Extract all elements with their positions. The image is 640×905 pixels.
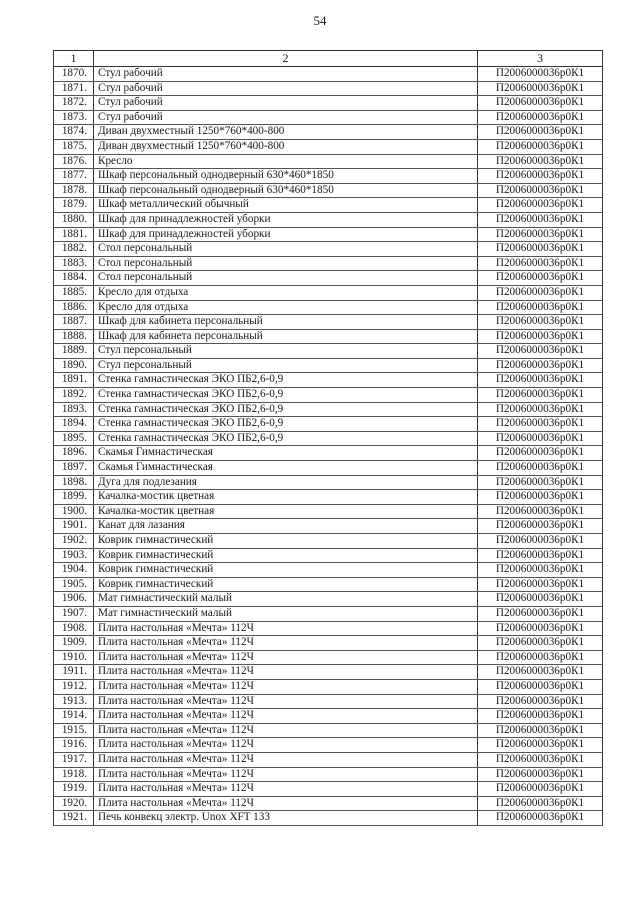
row-number: 1891. [54,373,94,388]
item-code: П2006000036р0К1 [478,519,603,534]
item-code: П2006000036р0К1 [478,665,603,680]
table-row [54,636,603,651]
row-number: 1901. [54,519,94,534]
row-number: 1903. [54,548,94,563]
table-row [54,358,603,373]
item-name: Шкаф персональный однодверный 630*460*1850 [94,169,478,184]
row-number: 1892. [54,388,94,403]
item-name: Стол персональный [94,256,478,271]
item-name: Плита настольная «Мечта» 112Ч [94,796,478,811]
item-code: П2006000036р0К1 [478,534,603,549]
item-name: Стенка гамнастическая ЭКО ПБ2,6-0,9 [94,402,478,417]
item-name: Плита настольная «Мечта» 112Ч [94,636,478,651]
item-code: П2006000036р0К1 [478,344,603,359]
row-number: 1904. [54,563,94,578]
row-number: 1915. [54,723,94,738]
item-name: Стул персональный [94,358,478,373]
table-row [54,402,603,417]
item-code: П2006000036р0К1 [478,169,603,184]
column-header-name: 2 [94,51,478,67]
row-number: 1878. [54,183,94,198]
row-number: 1885. [54,285,94,300]
item-code: П2006000036р0К1 [478,242,603,257]
table-row [54,198,603,213]
item-code: П2006000036р0К1 [478,504,603,519]
table-row [54,125,603,140]
item-code: П2006000036р0К1 [478,577,603,592]
item-name: Плита настольная «Мечта» 112Ч [94,679,478,694]
table-row [54,577,603,592]
item-code: П2006000036р0К1 [478,592,603,607]
table-row [54,796,603,811]
row-number: 1907. [54,606,94,621]
item-name: Стенка гамнастическая ЭКО ПБ2,6-0,9 [94,373,478,388]
item-name: Шкаф металлический обычный [94,198,478,213]
table-row [54,461,603,476]
item-name: Скамья Гимнастическая [94,461,478,476]
table-row [54,373,603,388]
item-name: Плита настольная «Мечта» 112Ч [94,665,478,680]
table-row [54,344,603,359]
row-number: 1890. [54,358,94,373]
row-number: 1908. [54,621,94,636]
table-row [54,738,603,753]
row-number: 1883. [54,256,94,271]
row-number: 1919. [54,782,94,797]
item-name: Стол персональный [94,242,478,257]
item-name: Шкаф для кабинета персональный [94,329,478,344]
item-name: Плита настольная «Мечта» 112Ч [94,752,478,767]
item-name: Диван двухместный 1250*760*400-800 [94,125,478,140]
table-row [54,475,603,490]
item-code: П2006000036р0К1 [478,475,603,490]
item-code: П2006000036р0К1 [478,548,603,563]
row-number: 1893. [54,402,94,417]
item-code: П2006000036р0К1 [478,752,603,767]
item-code: П2006000036р0К1 [478,256,603,271]
table-row [54,388,603,403]
item-name: Диван двухместный 1250*760*400-800 [94,139,478,154]
item-code: П2006000036р0К1 [478,183,603,198]
row-number: 1918. [54,767,94,782]
table-row [54,96,603,111]
row-number: 1913. [54,694,94,709]
row-number: 1896. [54,446,94,461]
item-code: П2006000036р0К1 [478,212,603,227]
item-name: Кресло [94,154,478,169]
row-number: 1910. [54,650,94,665]
table-row [54,811,603,826]
item-name: Канат для лазания [94,519,478,534]
item-name: Коврик гимнастический [94,563,478,578]
table-row [54,446,603,461]
item-code: П2006000036р0К1 [478,431,603,446]
item-code: П2006000036р0К1 [478,198,603,213]
item-name: Стол персональный [94,271,478,286]
table-row [54,154,603,169]
item-code: П2006000036р0К1 [478,621,603,636]
item-code: П2006000036р0К1 [478,417,603,432]
item-code: П2006000036р0К1 [478,636,603,651]
row-number: 1873. [54,110,94,125]
table-row [54,169,603,184]
row-number: 1912. [54,679,94,694]
item-name: Плита настольная «Мечта» 112Ч [94,723,478,738]
item-name: Стул рабочий [94,67,478,82]
row-number: 1876. [54,154,94,169]
item-code: П2006000036р0К1 [478,694,603,709]
row-number: 1880. [54,212,94,227]
table-row [54,490,603,505]
row-number: 1888. [54,329,94,344]
table-row [54,110,603,125]
item-name: Стул рабочий [94,96,478,111]
table-row [54,417,603,432]
table-row [54,271,603,286]
item-name: Шкаф для принадлежностей уборки [94,227,478,242]
page-number: 54 [313,13,327,28]
item-code: П2006000036р0К1 [478,782,603,797]
row-number: 1894. [54,417,94,432]
item-name: Плита настольная «Мечта» 112Ч [94,694,478,709]
table-row [54,183,603,198]
table-row [54,548,603,563]
item-code: П2006000036р0К1 [478,723,603,738]
item-code: П2006000036р0К1 [478,96,603,111]
item-name: Шкаф для кабинета персональный [94,315,478,330]
row-number: 1914. [54,709,94,724]
row-number: 1881. [54,227,94,242]
row-number: 1899. [54,490,94,505]
item-name: Шкаф персональный однодверный 630*460*1850 [94,183,478,198]
item-name: Дуга для подлезания [94,475,478,490]
item-name: Стул персональный [94,344,478,359]
item-name: Плита настольная «Мечта» 112Ч [94,738,478,753]
row-number: 1879. [54,198,94,213]
item-code: П2006000036р0К1 [478,139,603,154]
item-code: П2006000036р0К1 [478,373,603,388]
row-number: 1874. [54,125,94,140]
row-number: 1898. [54,475,94,490]
row-number: 1877. [54,169,94,184]
item-name: Плита настольная «Мечта» 112Ч [94,767,478,782]
table-row [54,81,603,96]
table-row [54,606,603,621]
table-row [54,650,603,665]
item-name: Качалка-мостик цветная [94,504,478,519]
row-number: 1884. [54,271,94,286]
item-code: П2006000036р0К1 [478,81,603,96]
item-name: Мат гимнастический малый [94,606,478,621]
item-name: Плита настольная «Мечта» 112Ч [94,650,478,665]
item-name: Коврик гимнастический [94,548,478,563]
row-number: 1897. [54,461,94,476]
table-row [54,709,603,724]
item-code: П2006000036р0К1 [478,709,603,724]
item-code: П2006000036р0К1 [478,738,603,753]
item-name: Плита настольная «Мечта» 112Ч [94,782,478,797]
row-number: 1911. [54,665,94,680]
row-number: 1916. [54,738,94,753]
table-row [54,694,603,709]
table-row [54,621,603,636]
table-row [54,242,603,257]
item-name: Плита настольная «Мечта» 112Ч [94,621,478,636]
item-name: Стенка гамнастическая ЭКО ПБ2,6-0,9 [94,431,478,446]
item-name: Шкаф для принадлежностей уборки [94,212,478,227]
inventory-table [53,50,603,826]
row-number: 1921. [54,811,94,826]
item-name: Коврик гимнастический [94,577,478,592]
table-row [54,519,603,534]
item-name: Кресло для отдыха [94,300,478,315]
table-row [54,504,603,519]
item-name: Печь конвекц электр. Unox XFT 133 [94,811,478,826]
table-row [54,300,603,315]
item-code: П2006000036р0К1 [478,271,603,286]
row-number: 1920. [54,796,94,811]
row-number: 1871. [54,81,94,96]
row-number: 1870. [54,67,94,82]
table-body [54,67,603,826]
item-name: Кресло для отдыха [94,285,478,300]
item-code: П2006000036р0К1 [478,110,603,125]
table-row [54,212,603,227]
item-code: П2006000036р0К1 [478,811,603,826]
row-number: 1886. [54,300,94,315]
table-row [54,723,603,738]
item-code: П2006000036р0К1 [478,402,603,417]
item-code: П2006000036р0К1 [478,679,603,694]
row-number: 1882. [54,242,94,257]
row-number: 1889. [54,344,94,359]
table-row [54,227,603,242]
item-code: П2006000036р0К1 [478,125,603,140]
item-name: Стул рабочий [94,110,478,125]
item-name: Коврик гимнастический [94,534,478,549]
item-code: П2006000036р0К1 [478,358,603,373]
item-code: П2006000036р0К1 [478,461,603,476]
column-header-code: 3 [478,51,603,67]
table-row [54,431,603,446]
item-name: Мат гимнастический малый [94,592,478,607]
item-name: Плита настольная «Мечта» 112Ч [94,709,478,724]
table-row [54,592,603,607]
item-code: П2006000036р0К1 [478,315,603,330]
table-row [54,315,603,330]
row-number: 1906. [54,592,94,607]
item-name: Качалка-мостик цветная [94,490,478,505]
row-number: 1900. [54,504,94,519]
item-name: Скамья Гимнастическая [94,446,478,461]
item-code: П2006000036р0К1 [478,446,603,461]
row-number: 1909. [54,636,94,651]
item-code: П2006000036р0К1 [478,650,603,665]
item-code: П2006000036р0К1 [478,329,603,344]
column-header-number: 1 [54,51,94,67]
table-row [54,563,603,578]
item-code: П2006000036р0К1 [478,388,603,403]
item-code: П2006000036р0К1 [478,227,603,242]
item-name: Стул рабочий [94,81,478,96]
item-name: Стенка гамнастическая ЭКО ПБ2,6-0,9 [94,417,478,432]
row-number: 1887. [54,315,94,330]
item-name: Стенка гамнастическая ЭКО ПБ2,6-0,9 [94,388,478,403]
item-code: П2006000036р0К1 [478,796,603,811]
row-number: 1872. [54,96,94,111]
table-row [54,256,603,271]
table-row [54,782,603,797]
item-code: П2006000036р0К1 [478,285,603,300]
item-code: П2006000036р0К1 [478,606,603,621]
table-row [54,534,603,549]
item-code: П2006000036р0К1 [478,67,603,82]
item-code: П2006000036р0К1 [478,300,603,315]
table-row [54,665,603,680]
table-row [54,139,603,154]
item-code: П2006000036р0К1 [478,154,603,169]
table-row [54,285,603,300]
table-header-row [54,51,603,67]
table-row [54,752,603,767]
table-row [54,767,603,782]
row-number: 1895. [54,431,94,446]
row-number: 1905. [54,577,94,592]
table-row [54,329,603,344]
item-code: П2006000036р0К1 [478,490,603,505]
row-number: 1875. [54,139,94,154]
table-row [54,679,603,694]
item-code: П2006000036р0К1 [478,767,603,782]
row-number: 1917. [54,752,94,767]
item-code: П2006000036р0К1 [478,563,603,578]
table-row [54,67,603,82]
row-number: 1902. [54,534,94,549]
